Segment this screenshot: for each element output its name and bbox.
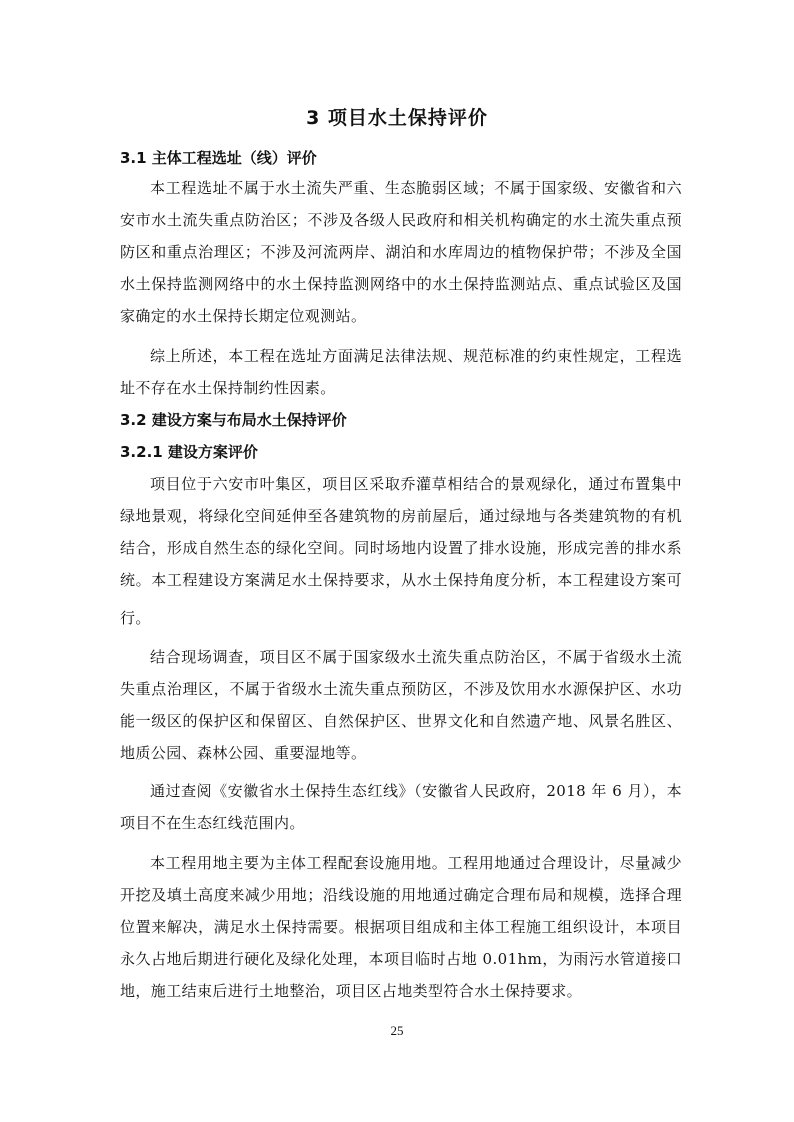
chapter-title: 3 项目水土保持评价 <box>306 107 488 129</box>
paragraph-line: 项目位于六安市叶集区，项目区采取乔灌草相结合的景观绿化，通过布置集中 <box>150 475 682 493</box>
paragraph-line: 永久占地后期进行硬化及绿化处理，本项目临时占地 0.01hm，为雨污水管道接口 <box>120 950 682 968</box>
paragraph-line: 绿地景观，将绿化空间延伸至各建筑物的房前屋后，通过绿地与各类建筑物的有机 <box>120 507 682 525</box>
paragraph-line: 地，施工结束后进行土地整治，项目区占地类型符合水土保持要求。 <box>120 982 583 1000</box>
paragraph-line: 开挖及填土高度来减少用地；沿线设施的用地通过确定合理布局和规模，选择合理 <box>120 886 682 904</box>
paragraph-line: 安市水土流失重点防治区；不涉及各级人民政府和相关机构确定的水土流失重点预 <box>120 211 682 229</box>
paragraph-line: 本工程用地主要为主体工程配套设施用地。工程用地通过合理设计，尽量减少 <box>150 854 682 872</box>
paragraph-line: 本工程选址不属于水土流失严重、生态脆弱区域；不属于国家级、安徽省和六 <box>150 179 682 197</box>
section-3-2-1-heading: 3.2.1 建设方案评价 <box>120 443 258 461</box>
paragraph-line: 位置来解决，满足水土保持需要。根据项目组成和主体工程施工组织设计，本项目 <box>120 918 682 936</box>
paragraph-line: 家确定的水土保持长期定位观测站。 <box>120 307 367 325</box>
paragraph-line: 址不存在水土保持制约性因素。 <box>120 379 336 397</box>
paragraph-line: 能一级区的保护区和保留区、自然保护区、世界文化和自然遗产地、风景名胜区、 <box>120 712 682 730</box>
paragraph-line: 统。本工程建设方案满足水土保持要求，从水土保持角度分析，本工程建设方案可 <box>120 571 682 589</box>
section-3-2-heading: 3.2 建设方案与布局水土保持评价 <box>120 411 347 429</box>
section-3-1-heading: 3.1 主体工程选址（线）评价 <box>120 149 317 167</box>
paragraph-line: 防区和重点治理区；不涉及河流两岸、湖泊和水库周边的植物保护带；不涉及全国 <box>120 243 682 261</box>
paragraph-line: 水土保持监测网络中的水土保持监测网络中的水土保持监测站点、重点试验区及国 <box>120 275 682 293</box>
paragraph-line: 行。 <box>120 609 151 627</box>
paragraph-line: 通过查阅《安徽省水土保持生态红线》（安徽省人民政府，2018 年 6 月），本 <box>150 782 682 800</box>
paragraph-line: 项目不在生态红线范围内。 <box>120 814 305 832</box>
paragraph-line: 失重点治理区，不属于省级水土流失重点预防区，不涉及饮用水水源保护区、水功 <box>120 680 682 698</box>
paragraph-line: 地质公园、森林公园、重要湿地等。 <box>120 744 367 762</box>
page-number: 25 <box>390 1023 404 1038</box>
paragraph-line: 结合，形成自然生态的绿化空间。同时场地内设置了排水设施，形成完善的排水系 <box>120 539 682 557</box>
paragraph-line: 结合现场调查，项目区不属于国家级水土流失重点防治区，不属于省级水土流 <box>150 648 682 666</box>
paragraph-line: 综上所述，本工程在选址方面满足法律法规、规范标准的约束性规定，工程选 <box>150 347 682 365</box>
